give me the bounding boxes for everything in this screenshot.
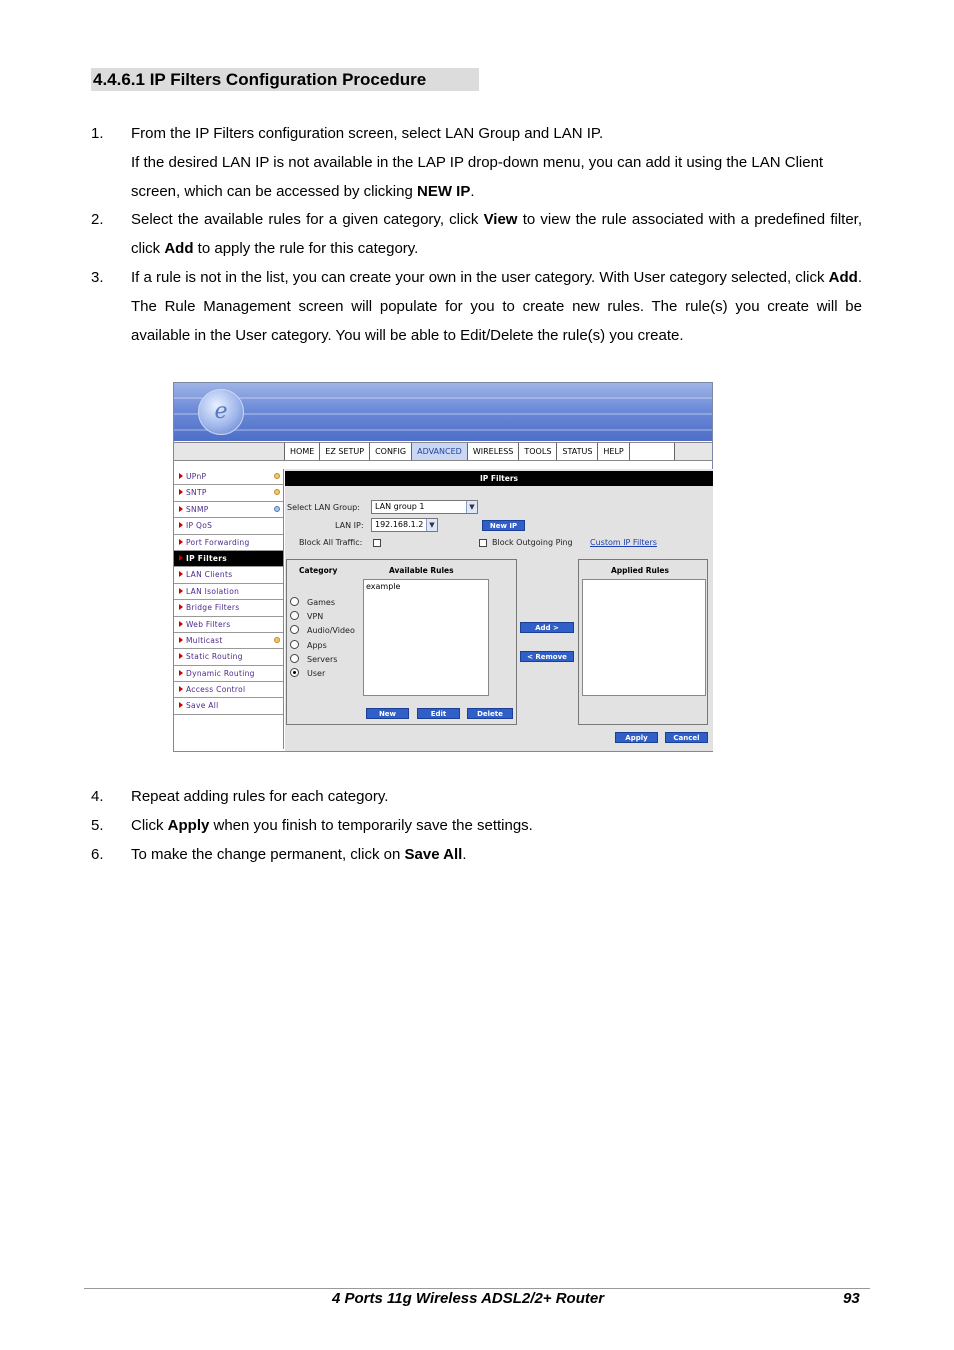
sidebar-item-bridge-filters[interactable]: Bridge Filters (174, 600, 283, 616)
category-radio-user[interactable] (290, 668, 299, 677)
chevron-down-icon: ▼ (426, 519, 437, 531)
logo-icon: e (198, 389, 244, 435)
step-2-text: Select the available rules for a given category, click View to view the rule associated with a predefined filter, click Add to apply the rule for this category. (131, 211, 862, 257)
sidebar-item-static-routing[interactable]: Static Routing (174, 649, 283, 665)
step-1-line-2: If the desired LAN IP is not available in the LAP IP drop-down menu, you can add it using the LAN Client (131, 154, 824, 171)
step-number: 4. (91, 788, 104, 805)
sidebar-item-upnp[interactable]: UPnP (174, 469, 283, 485)
apply-button[interactable]: Apply (615, 732, 658, 743)
new-rule-button[interactable]: New (366, 708, 409, 719)
step-3-text: If a rule is not in the list, you can create your own in the user category. With User category selected, click Add. The Rule Management screen will populate for you to create new rules. The rule(s) you create will be available in the User category. You will be able to Edit/Delete the rule(s) you create. (131, 269, 862, 344)
category-radio-servers[interactable] (290, 654, 299, 663)
new-ip-button[interactable]: New IP (482, 520, 525, 531)
available-rules-list[interactable] (363, 579, 489, 696)
cancel-button[interactable]: Cancel (665, 732, 708, 743)
step-number: 3. (91, 269, 104, 286)
category-label: Games (307, 598, 335, 607)
lan-ip-label: LAN IP: (335, 521, 364, 530)
category-radio-games[interactable] (290, 597, 299, 606)
step-1 (91, 119, 862, 206)
sidebar (174, 469, 284, 749)
step-number: 1. (91, 125, 104, 142)
sidebar-item-lan-isolation[interactable]: LAN Isolation (174, 584, 283, 600)
page-number: 93 (843, 1290, 860, 1307)
step-5-text: Click Apply when you finish to temporarily save the settings. (131, 817, 533, 834)
panel-title: IP Filters (285, 471, 713, 486)
custom-ip-filters-link[interactable]: Custom IP Filters (590, 538, 657, 547)
applied-rules-list[interactable] (582, 579, 706, 696)
category-label: Apps (307, 641, 327, 650)
step-1-line-3: screen, which can be accessed by clicking NEW IP. (131, 183, 475, 200)
status-dot-icon (274, 473, 280, 479)
nav-bar (174, 442, 712, 461)
sidebar-item-ip-qos[interactable]: IP QoS (174, 518, 283, 534)
lan-group-select[interactable]: LAN group 1 ▼ (371, 500, 478, 514)
ip-filters-panel (285, 469, 713, 751)
add-rule-button[interactable]: Add > (520, 622, 574, 633)
block-all-label: Block All Traffic: (299, 538, 363, 547)
sidebar-item-save-all[interactable]: Save All (174, 698, 283, 714)
category-radio-vpn[interactable] (290, 611, 299, 620)
sidebar-item-web-filters[interactable]: Web Filters (174, 617, 283, 633)
nav-tools[interactable]: TOOLS (518, 443, 556, 460)
step-3 (91, 263, 862, 350)
footer-title: 4 Ports 11g Wireless ADSL2/2+ Router (332, 1290, 605, 1307)
sidebar-item-sntp[interactable]: SNTP (174, 485, 283, 501)
list-item[interactable]: example (366, 582, 401, 591)
category-label: VPN (307, 612, 324, 621)
remove-rule-button[interactable]: < Remove (520, 651, 574, 662)
nav-status[interactable]: STATUS (556, 443, 597, 460)
nav-home[interactable]: HOME (284, 443, 319, 460)
status-dot-icon (274, 637, 280, 643)
category-radio-audio-video[interactable] (290, 625, 299, 634)
sidebar-item-access-control[interactable]: Access Control (174, 682, 283, 698)
delete-rule-button[interactable]: Delete (467, 708, 513, 719)
router-screenshot (173, 382, 713, 752)
section-heading: 4.4.6.1 IP Filters Configuration Procedure (91, 68, 479, 91)
lan-ip-select[interactable]: 192.168.1.2 ▼ (371, 518, 438, 532)
sidebar-item-snmp[interactable]: SNMP (174, 502, 283, 518)
block-ping-label: Block Outgoing Ping (492, 538, 573, 547)
step-4-text: Repeat adding rules for each category. (131, 788, 389, 805)
block-all-checkbox[interactable] (373, 539, 381, 547)
available-rules-header: Available Rules (389, 566, 454, 575)
step-number: 6. (91, 846, 104, 863)
sidebar-item-port-forwarding[interactable]: Port Forwarding (174, 535, 283, 551)
category-header: Category (299, 566, 338, 575)
sidebar-item-multicast[interactable]: Multicast (174, 633, 283, 649)
applied-rules-header: Applied Rules (611, 566, 669, 575)
edit-rule-button[interactable]: Edit (417, 708, 460, 719)
nav-config[interactable]: CONFIG (369, 443, 411, 460)
nav-spacer (629, 443, 675, 460)
applied-rules-panel (578, 559, 708, 725)
banner (174, 383, 712, 441)
nav-advanced[interactable]: ADVANCED (411, 443, 467, 460)
category-label: Servers (307, 655, 338, 664)
step-4 (91, 782, 862, 811)
step-6-text: To make the change permanent, click on Save All. (131, 846, 467, 863)
sidebar-item-ip-filters[interactable]: IP Filters (174, 551, 283, 567)
status-dot-icon (274, 506, 280, 512)
status-dot-icon (274, 489, 280, 495)
footer-divider (84, 1288, 870, 1289)
block-ping-checkbox[interactable] (479, 539, 487, 547)
sidebar-item-lan-clients[interactable]: LAN Clients (174, 567, 283, 583)
chevron-down-icon: ▼ (466, 501, 477, 513)
nav-help[interactable]: HELP (597, 443, 628, 460)
nav-ez-setup[interactable]: EZ SETUP (319, 443, 369, 460)
lan-group-label: Select LAN Group: (287, 503, 360, 512)
nav-wireless[interactable]: WIRELESS (467, 443, 519, 460)
category-label: Audio/Video (307, 626, 355, 635)
step-6 (91, 840, 862, 869)
step-number: 2. (91, 211, 104, 228)
category-radio-apps[interactable] (290, 640, 299, 649)
sidebar-item-dynamic-routing[interactable]: Dynamic Routing (174, 666, 283, 682)
category-label: User (307, 669, 326, 678)
step-number: 5. (91, 817, 104, 834)
step-2 (91, 205, 862, 263)
step-5 (91, 811, 862, 840)
rules-panel (286, 559, 517, 725)
step-1-line-1: From the IP Filters configuration screen, select LAN Group and LAN IP. (131, 125, 604, 142)
